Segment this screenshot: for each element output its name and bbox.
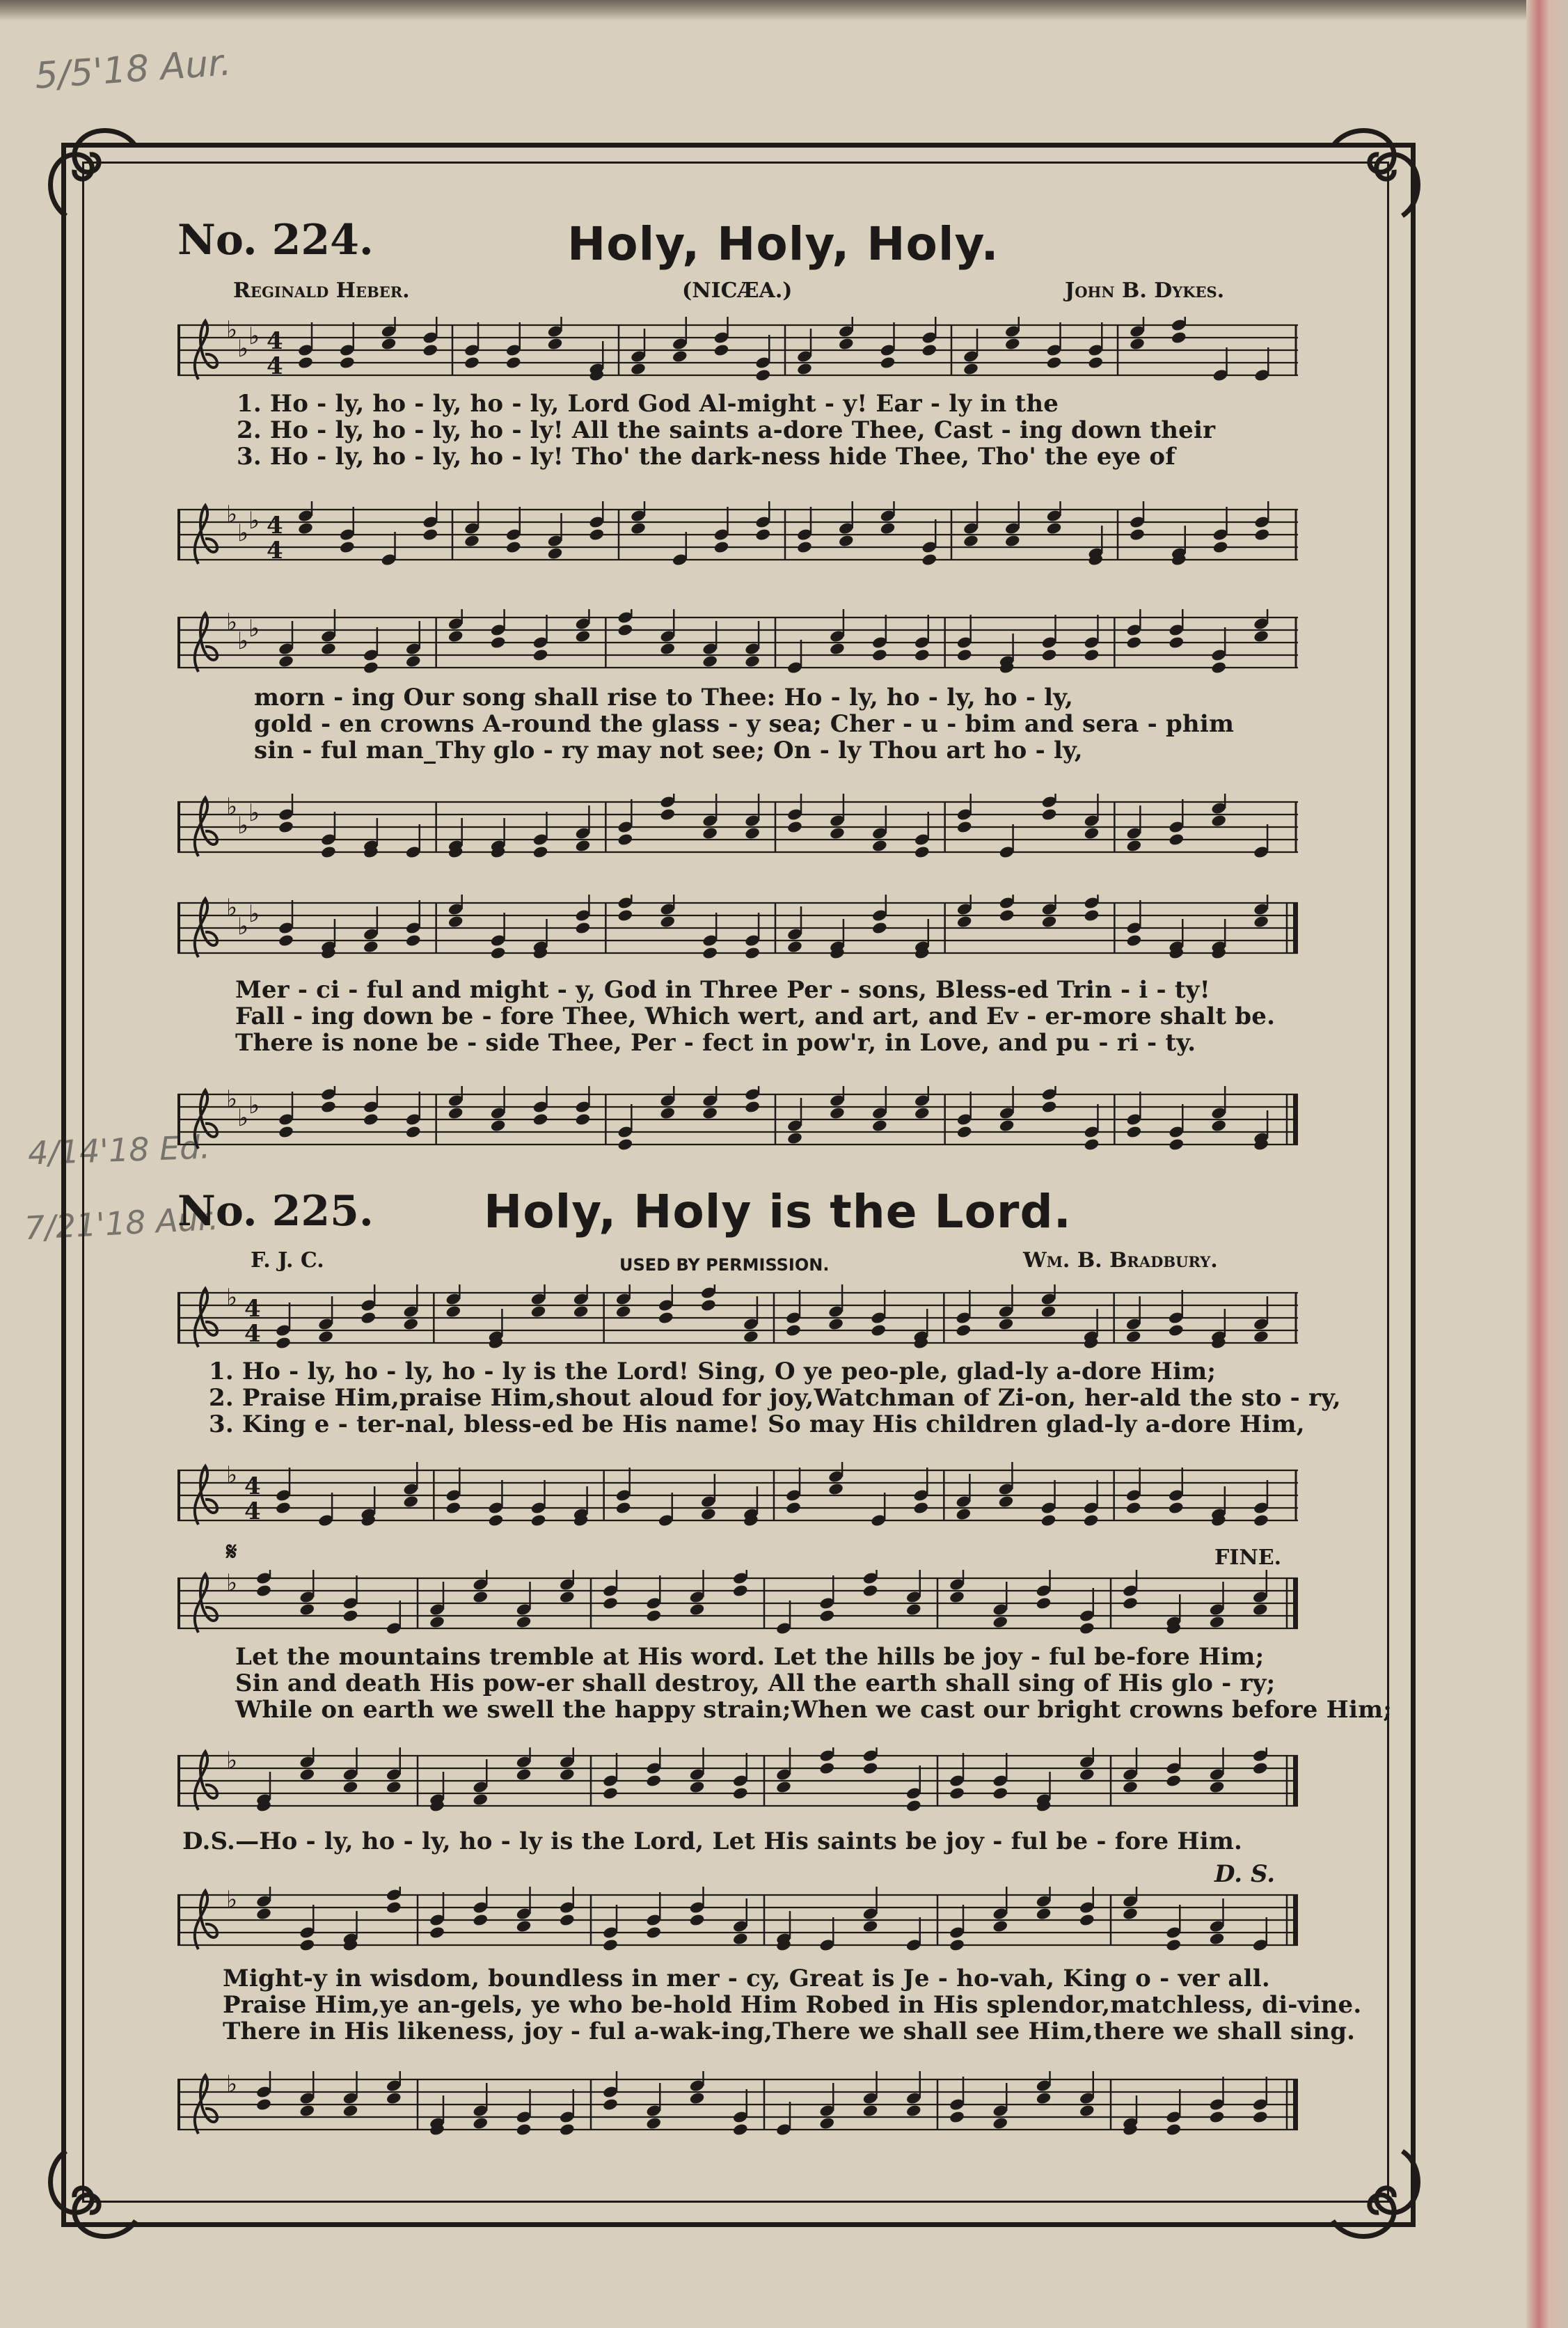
svg-text:♭: ♭	[237, 1104, 249, 1132]
svg-text:4: 4	[267, 327, 283, 355]
hymn-225-system-1-verse-1: 1. Ho - ly, ho - ly, ho - ly is the Lord! Sing, O ye peo-ple, glad-ly a-dore Him;	[209, 1358, 1217, 1385]
hymn-224-composer: John B. Dykes.	[1065, 278, 1225, 303]
corner-ornament-top-right	[1326, 118, 1430, 223]
hymn-224-treble-staff-1	[177, 317, 1298, 384]
hymn-225-system-3-verse-2: Praise Him,ye an-gels, ye who be-hold Him Robed in His splendor,matchless, di-vine.	[223, 1991, 1362, 2019]
svg-text:♭: ♭	[237, 627, 249, 655]
hymn-225-title: Holy, Holy is the Lord.	[484, 1185, 1072, 1238]
hymn-225-segno: 𝄋	[226, 1537, 237, 1566]
svg-text:♭: ♭	[226, 1747, 238, 1775]
svg-text:4: 4	[244, 1320, 261, 1348]
hymn-224-system-1-verse-2: 2. Ho - ly, ho - ly, ho - ly! All the saints a-dore Thee, Cast - ing down their	[237, 416, 1216, 444]
hymn-225-treble-staff-3	[177, 1887, 1298, 1953]
svg-text:4: 4	[244, 1472, 261, 1500]
hymn-224-tune: (NICÆA.)	[682, 278, 793, 303]
corner-ornament-bottom-left	[38, 2144, 143, 2249]
svg-text:♭: ♭	[226, 794, 238, 821]
hymn-225-ds-line: D.S.—Ho - ly, ho - ly, ho - ly is the Lord, Let His saints be joy - ful be - fore Him.	[182, 1827, 1243, 1855]
hymn-224-system-2-verse-1: morn - ing Our song shall rise to Thee: Ho - ly, ho - ly, ho - ly,	[254, 684, 1074, 711]
pencil-note-lower: 7/21'18 Aur.	[23, 1199, 220, 1248]
hymn-225-treble-staff-2	[177, 1570, 1298, 1637]
hymn-225-system-3-verse-1: Might-y in wisdom, boundless in mer - cy, Great is Je - ho-vah, King o - ver all.	[223, 1965, 1270, 1992]
corner-ornament-bottom-right	[1326, 2144, 1430, 2249]
hymn-224-system-2-verse-2: gold - en crowns A-round the glass - y sea; Cher - u - bim and sera - phim	[254, 710, 1235, 738]
svg-text:♭: ♭	[226, 1086, 238, 1113]
svg-text:♭: ♭	[237, 812, 249, 840]
svg-text:4: 4	[244, 1497, 261, 1525]
hymn-224-system-1-verse-1: 1. Ho - ly, ho - ly, ho - ly, Lord God Al-might - y! Ear - ly in the	[237, 390, 1059, 418]
hymn-225-composer: Wm. B. Bradbury.	[1023, 1248, 1218, 1273]
hymn-224-treble-staff-2	[177, 609, 1298, 676]
svg-text:♭: ♭	[226, 609, 238, 636]
svg-text:4: 4	[267, 537, 283, 565]
svg-text:♭: ♭	[226, 1284, 238, 1312]
svg-text:♭: ♭	[248, 1092, 260, 1119]
hymn-225-system-3-verse-3: There in His likeness, joy - ful a-wak-ing,There we shall see Him,there we shall sing.	[223, 2018, 1356, 2045]
svg-text:4: 4	[244, 1295, 261, 1323]
hymn-224-bass-staff-1	[177, 501, 1298, 568]
hymn-224-treble-staff-3	[177, 895, 1298, 961]
hymn-225-permission: USED BY PERMISSION.	[619, 1255, 830, 1275]
svg-text:♭: ♭	[248, 900, 260, 928]
hymn-225-system-2-verse-3: While on earth we swell the happy strain;When we cast our bright crowns before Him;	[235, 1696, 1393, 1724]
svg-text:♭: ♭	[226, 501, 238, 528]
hymn-225-bass-staff-3	[177, 2071, 1298, 2138]
svg-text:♭: ♭	[248, 507, 260, 535]
hymn-225-system-1-verse-3: 3. King e - ter-nal, bless-ed be His name! So may His children glad-ly a-dore Him,	[209, 1410, 1305, 1438]
svg-text:♭: ♭	[237, 913, 249, 941]
hymn-224-system-3-verse-1: Mer - ci - ful and might - y, God in Three Per - sons, Bless-ed Trin - i - ty!	[235, 976, 1210, 1004]
hymn-225-treble-staff-1	[177, 1284, 1298, 1351]
page-right-edge	[1526, 0, 1568, 2328]
hymn-224-system-3-verse-2: Fall - ing down be - fore Thee, Which wert, and art, and Ev - er-more shalt be.	[235, 1002, 1276, 1030]
hymn-225-system-1-verse-2: 2. Praise Him,praise Him,shout aloud for joy,Watchman of Zi-on, her-ald the sto - ry,	[209, 1384, 1341, 1412]
corner-ornament-top-left	[38, 118, 143, 223]
svg-text:♭: ♭	[226, 1462, 238, 1489]
svg-text:4: 4	[267, 512, 283, 540]
svg-text:4: 4	[267, 352, 283, 380]
hymn-224-system-3-verse-3: There is none be - side Thee, Per - fect in pow'r, in Love, and pu - ri - ty.	[235, 1029, 1196, 1057]
hymn-224-system-1-verse-3: 3. Ho - ly, ho - ly, ho - ly! Tho' the dark-ness hide Thee, Tho' the eye of	[237, 443, 1176, 471]
pencil-note-top: 5/5'18 Aur.	[33, 42, 233, 97]
hymn-225-author: F. J. C.	[251, 1248, 324, 1273]
svg-text:♭: ♭	[248, 799, 260, 827]
svg-text:♭: ♭	[226, 1887, 238, 1914]
svg-text:♭: ♭	[248, 322, 260, 350]
hymn-225-system-2-verse-1: Let the mountains tremble at His word. Let the hills be joy - ful be-fore Him;	[235, 1643, 1265, 1671]
hymn-225-ds-mark: D. S.	[1214, 1860, 1276, 1888]
svg-text:♭: ♭	[226, 2071, 238, 2098]
svg-text:♭: ♭	[226, 317, 238, 344]
pencil-note-middle: 4/14'18 Ed.	[27, 1128, 211, 1172]
hymn-224-system-2-verse-3: sin - ful man_Thy glo - ry may not see; On - ly Thou art ho - ly,	[254, 737, 1083, 764]
svg-text:♭: ♭	[237, 335, 249, 363]
hymn-225-system-2-verse-2: Sin and death His pow-er shall destroy, All the earth shall sing of His glo - ry;	[235, 1669, 1276, 1697]
svg-text:♭: ♭	[226, 895, 238, 922]
svg-text:♭: ♭	[237, 519, 249, 547]
hymn-225-bass-staff-2	[177, 1747, 1298, 1814]
svg-text:♭: ♭	[226, 1570, 238, 1597]
page-top-edge	[0, 0, 1568, 21]
hymn-224-author: Reginald Heber.	[233, 278, 410, 303]
hymn-224-title: Holy, Holy, Holy.	[567, 217, 999, 271]
hymn-224-bass-staff-2	[177, 794, 1298, 860]
hymn-224-bass-staff-3	[177, 1086, 1298, 1153]
svg-text:♭: ♭	[248, 615, 260, 643]
hymn-224-number: No. 224.	[177, 216, 374, 265]
hymn-225-number: No. 225.	[177, 1187, 374, 1236]
hymn-225-bass-staff-1	[177, 1462, 1298, 1529]
hymn-225-fine: FINE.	[1214, 1546, 1282, 1570]
